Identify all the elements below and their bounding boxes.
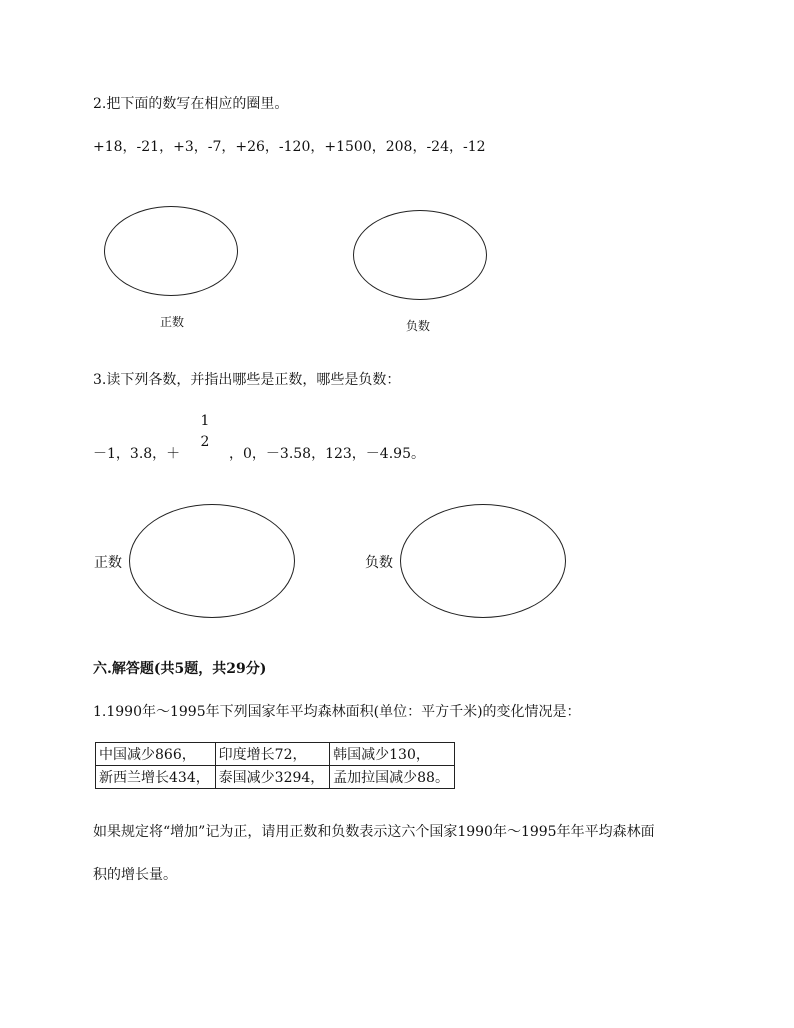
q3-fraction [197, 413, 213, 450]
table-cell: 韩国减少130， [330, 743, 455, 766]
negative-circle-q2 [353, 210, 487, 300]
q6-1-paragraph-line2: 积的增长量。 [93, 867, 177, 883]
fraction-bar [197, 431, 213, 432]
table-cell: 新西兰增长434， [96, 766, 216, 789]
fraction-numerator: 1 [200, 413, 210, 429]
table-row [96, 766, 455, 789]
positive-circle-q2 [104, 206, 238, 296]
q3-label-positive: 正数 [94, 555, 122, 571]
q2-title: 2.把下面的数写在相应的圈里。 [93, 96, 289, 112]
q3-numbers-after: ，0，－3.58，123，－4.95。 [229, 446, 425, 462]
q3-numbers-before: －1，3.8，＋ [93, 446, 181, 462]
negative-circle-q3 [400, 504, 566, 618]
fraction-denominator: 2 [200, 434, 210, 450]
q2-label-positive: 正数 [160, 315, 185, 329]
forest-area-table [95, 742, 455, 789]
q6-1-title: 1.1990年～1995年下列国家年平均森林面积(单位：平方千米)的变化情况是： [93, 704, 581, 720]
q2-numbers: +18，-21，+3，-7，+26，-120，+1500，208，-24，-12 [93, 139, 486, 155]
positive-circle-q3 [129, 504, 295, 618]
q6-1-paragraph-line1: 如果规定将“增加”记为正，请用正数和负数表示这六个国家1990年～1995年年平均森林面 [93, 824, 655, 840]
q3-label-negative: 负数 [365, 555, 393, 571]
q3-title: 3.读下列各数，并指出哪些是正数，哪些是负数： [93, 372, 401, 388]
section-heading: 六.解答题(共5题，共29分) [93, 661, 267, 677]
table-cell: 孟加拉国减少88。 [330, 766, 455, 789]
table-cell: 泰国减少3294， [215, 766, 329, 789]
table-cell: 印度增长72， [215, 743, 329, 766]
q2-label-negative: 负数 [406, 319, 431, 333]
table-row [96, 743, 455, 766]
table-cell: 中国减少866， [96, 743, 216, 766]
